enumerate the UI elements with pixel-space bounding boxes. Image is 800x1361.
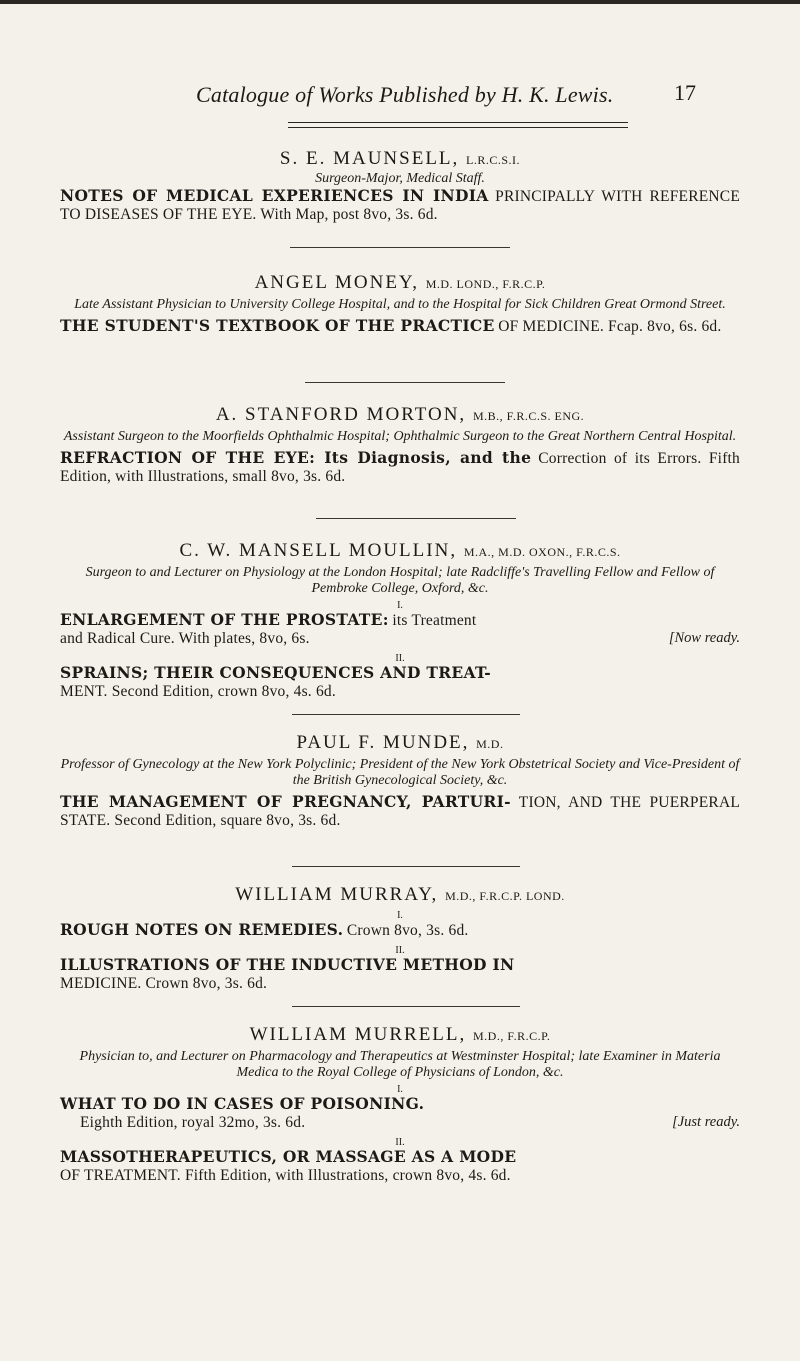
book-title: THE STUDENT'S TEXTBOOK OF THE PRACTICE xyxy=(60,316,495,335)
author-degrees: M.A., M.D. OXON., F.R.C.S. xyxy=(463,545,621,559)
book-listing xyxy=(60,317,740,336)
author-name: WILLIAM MURRELL, xyxy=(249,1024,467,1045)
book-listing xyxy=(60,921,740,940)
entry-separator xyxy=(316,518,516,519)
book-title: THE MANAGEMENT OF PREGNANCY, PARTURI- xyxy=(60,792,511,811)
author-line xyxy=(60,404,740,427)
book-title: ENLARGEMENT OF THE PROSTATE: xyxy=(60,610,389,629)
book-title: WHAT TO DO IN CASES OF POISONING. xyxy=(60,1094,425,1113)
author-name: S. E. MAUNSELL, xyxy=(279,148,460,169)
header-double-rule xyxy=(288,122,628,128)
availability-note: [Now ready. xyxy=(668,630,740,646)
page-number: 17 xyxy=(674,80,696,105)
author-name: A. STANFORD MORTON, xyxy=(215,404,467,425)
author-bio: Professor of Gynecology at the New York Polyclinic; President of the New York Obstetrical Society and Vice-President of the British Gynecological Society, &c. xyxy=(60,757,740,788)
author-name: PAUL F. MUNDE, xyxy=(296,732,470,753)
book-details: and Radical Cure. With plates, 8vo, 6s. xyxy=(60,630,310,647)
catalogue-entry xyxy=(60,540,740,701)
author-line xyxy=(60,148,740,171)
book-details: MENT. Second Edition, crown 8vo, 4s. 6d. xyxy=(60,683,336,700)
book-listing xyxy=(60,1148,740,1185)
author-bio: Surgeon to and Lecturer on Physiology at the London Hospital; late Radcliffe's Travelling Fellow and Fellow of Pembroke College, Oxford, &c. xyxy=(85,565,715,596)
book-title-continued: its Treatment xyxy=(392,612,477,629)
book-listing xyxy=(60,449,740,486)
top-edge-rule xyxy=(0,0,800,4)
author-degrees: M.D., F.R.C.P. xyxy=(473,1029,551,1043)
author-bio: Assistant Surgeon to the Moorfields Ophthalmic Hospital; Ophthalmic Surgeon to the Great Northern Central Hospital. xyxy=(63,429,737,444)
book-details: OF TREATMENT. Fifth Edition, with Illustrations, crown 8vo, 4s. 6d. xyxy=(60,1167,511,1184)
page-header xyxy=(196,78,696,108)
catalogue-entry xyxy=(60,272,740,336)
book-title: MASSOTHERAPEUTICS, OR MASSAGE AS A MODE xyxy=(60,1147,517,1166)
entry-separator xyxy=(290,247,510,248)
catalogue-entry xyxy=(60,732,740,830)
catalogue-entry xyxy=(60,148,740,224)
book-details: Crown 8vo, 3s. 6d. xyxy=(346,922,469,939)
author-line xyxy=(60,1024,740,1047)
availability-note: [Just ready. xyxy=(672,1114,740,1130)
author-degrees: M.D. xyxy=(476,737,504,751)
volume-number: I. xyxy=(397,910,403,921)
book-title: ILLUSTRATIONS OF THE INDUCTIVE METHOD IN xyxy=(60,955,515,974)
volume-number: II. xyxy=(395,1137,405,1148)
book-listing xyxy=(60,664,740,701)
author-line xyxy=(60,884,740,907)
author-bio: Physician to, and Lecturer on Pharmacology and Therapeutics at Westminster Hospital; late Examiner in Materia Medica to the Royal College of Physicians of London, &c. xyxy=(79,1049,721,1080)
volume-number: I. xyxy=(397,1084,403,1095)
volume-number: II. xyxy=(395,653,405,664)
book-listing xyxy=(60,1095,740,1132)
author-bio: Late Assistant Physician to University College Hospital, and to the Hospital for Sick Children Great Ormond Street. xyxy=(74,297,726,312)
book-details: MEDICINE. Crown 8vo, 3s. 6d. xyxy=(60,975,268,992)
book-listing xyxy=(60,956,740,993)
author-name: C. W. MANSELL MOULLIN, xyxy=(179,540,458,561)
book-title: SPRAINS; THEIR CONSEQUENCES AND TREAT- xyxy=(60,663,492,682)
author-degrees: M.D. LOND., F.R.C.P. xyxy=(425,277,546,291)
book-details: OF MEDICINE. Fcap. 8vo, 6s. 6d. xyxy=(498,318,722,335)
author-line xyxy=(60,272,740,295)
volume-number: II. xyxy=(395,945,405,956)
book-details: PRINCIPALLY WITH REFERENCE TO DISEASES OF THE EYE. With Map, post 8vo, 3s. 6d. xyxy=(60,188,741,223)
running-title: Catalogue of Works Published by H. K. Lewis. xyxy=(196,82,614,107)
volume-number: I. xyxy=(397,600,403,611)
catalogue-entry xyxy=(60,1024,740,1185)
author-bio: Surgeon-Major, Medical Staff. xyxy=(315,171,485,186)
book-listing xyxy=(60,793,740,830)
book-details: Eighth Edition, royal 32mo, 3s. 6d. xyxy=(80,1114,306,1131)
entry-separator xyxy=(292,1006,520,1007)
book-listing xyxy=(60,611,740,648)
author-degrees: M.D., F.R.C.P. LOND. xyxy=(445,889,565,903)
book-listing xyxy=(60,187,740,224)
author-degrees: M.B., F.R.C.S. ENG. xyxy=(472,409,585,423)
author-degrees: L.R.C.S.I. xyxy=(466,153,521,167)
catalogue-entry xyxy=(60,884,740,993)
entry-separator xyxy=(305,382,505,383)
entry-separator xyxy=(292,866,520,867)
book-details: TION, AND THE PUERPERAL STATE. Second Edition, square 8vo, 3s. 6d. xyxy=(60,794,741,829)
entry-separator xyxy=(292,714,520,715)
book-title: REFRACTION OF THE EYE: Its Diagnosis, and the xyxy=(60,448,532,467)
book-title: ROUGH NOTES ON REMEDIES. xyxy=(60,920,344,939)
book-details: Correction of its Errors. Fifth Edition, with Illustrations, small 8vo, 3s. 6d. xyxy=(60,450,741,485)
author-line xyxy=(60,732,740,755)
author-line xyxy=(60,540,740,563)
book-title: NOTES OF MEDICAL EXPERIENCES IN INDIA xyxy=(60,186,489,205)
author-name: ANGEL MONEY, xyxy=(254,272,419,293)
author-name: WILLIAM MURRAY, xyxy=(235,884,439,905)
catalogue-entry xyxy=(60,404,740,486)
